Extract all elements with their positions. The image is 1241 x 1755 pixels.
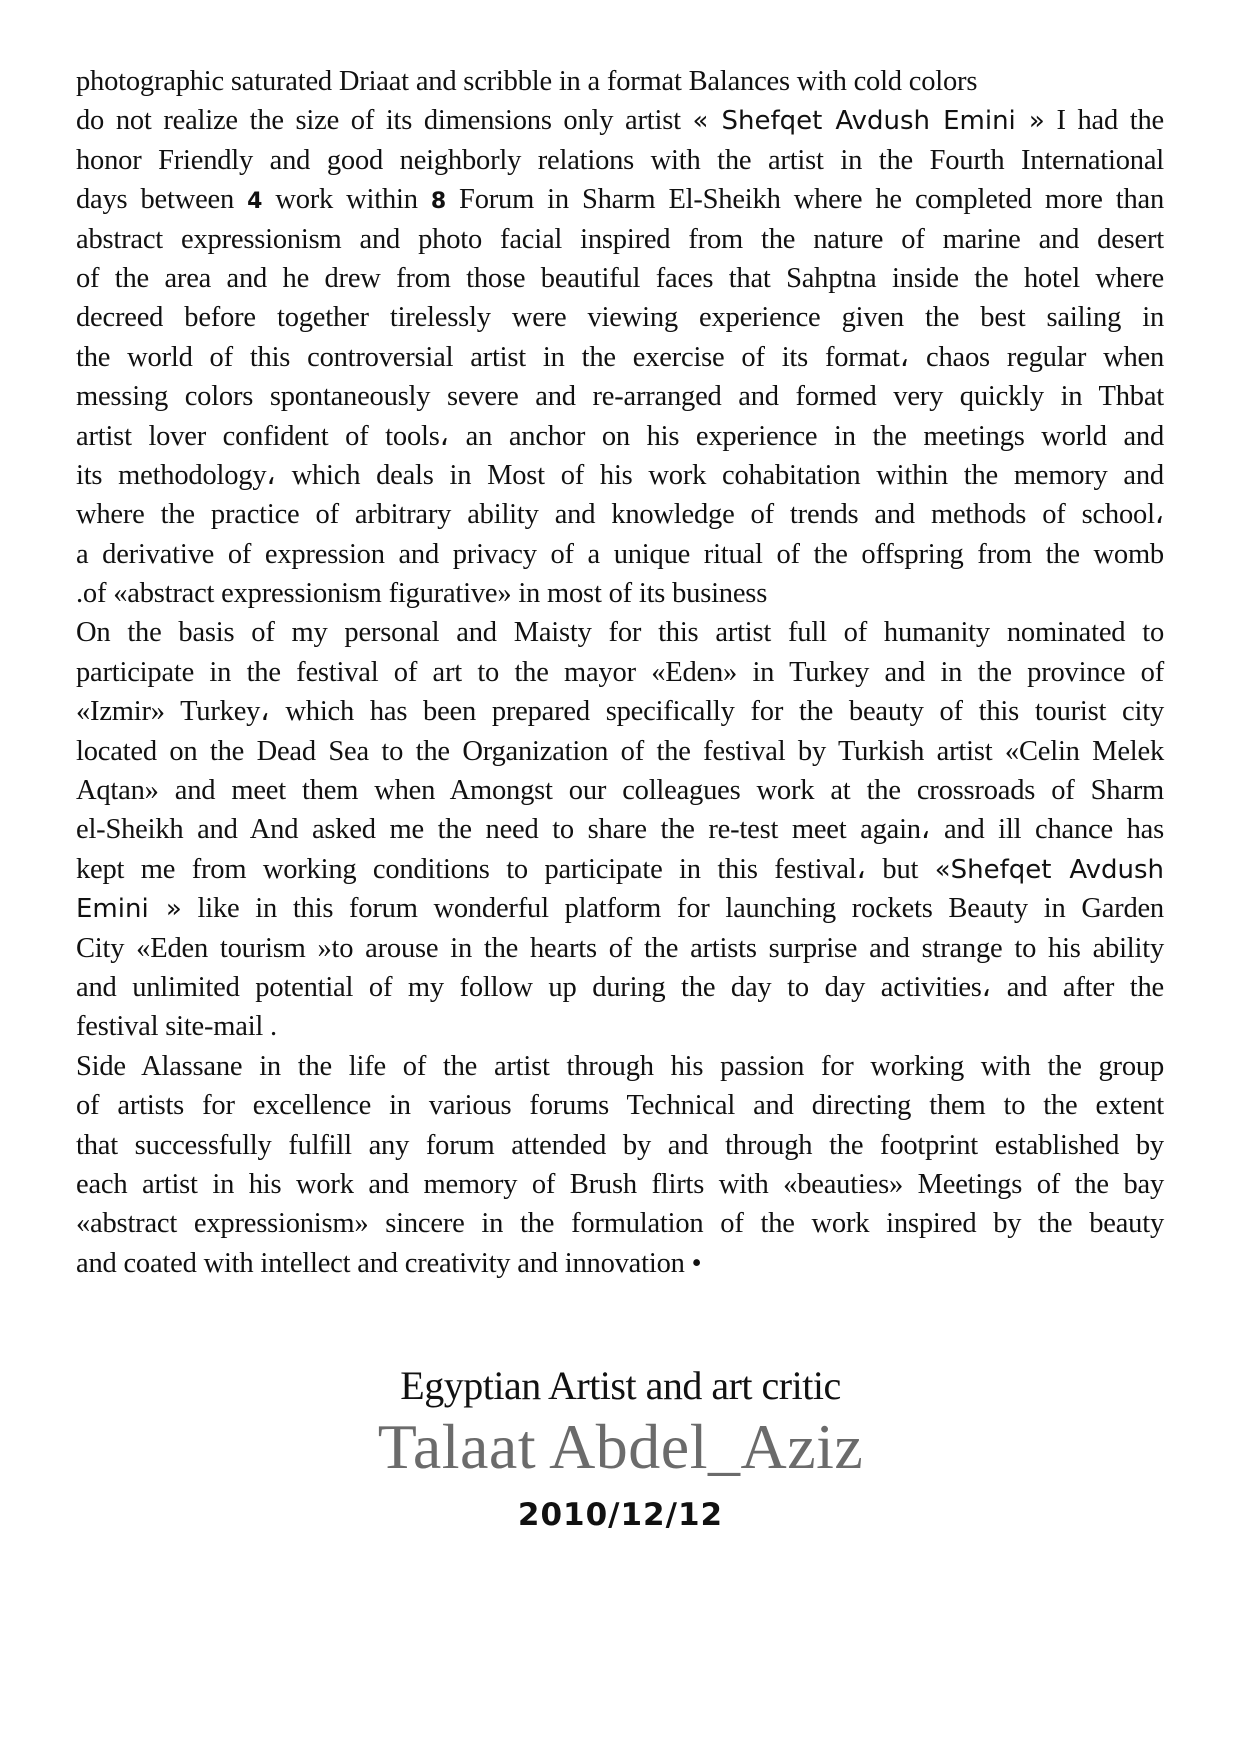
text-segment: days between — [76, 184, 248, 216]
text-segment: like in this forum wonderful platform for launching rockets Beauty in Garden — [181, 893, 1164, 925]
text-segment: Forum in Sharm El-Sheikh where he completed more than — [445, 184, 1165, 216]
text-line: decreed before together tirelessly were viewing experience given the best sailing in — [76, 302, 1164, 334]
text-line: «abstract expressionism» sincere in the formulation of the work inspired by the beauty — [76, 1208, 1164, 1240]
text-line: abstract expressionism and photo facial inspired from the nature of marine and desert — [76, 223, 1164, 255]
text-line: On the basis of my personal and Maisty for this artist full of humanity nominated to — [76, 617, 1164, 649]
text-line: participate in the festival of art to the mayor «Eden» in Turkey and in the province of — [76, 656, 1164, 688]
text-line: festival site-mail . — [76, 1011, 277, 1043]
text-segment: do not realize the size of its dimensions only artist — [76, 105, 693, 137]
bold-number: 4 — [247, 189, 263, 215]
paragraph — [76, 62, 1164, 613]
text-line: Aqtan» and meet them when Amongst our colleagues work at the crossroads of Sharm — [76, 775, 1164, 807]
text-line: el-Sheikh and And asked me the need to share the re-test meet again، and ill chance has — [76, 814, 1164, 846]
text-line: and unlimited potential of my follow up during the day to day activities، and after the — [76, 971, 1164, 1003]
artist-name: Emini » — [76, 894, 182, 925]
artist-name: « Shefqet Avdush Emini » — [692, 106, 1045, 137]
text-line: a derivative of expression and privacy of a unique ritual of the offspring from the womb — [76, 538, 1164, 570]
text-line: each artist in his work and memory of Brush flirts with «beauties» Meetings of the bay — [76, 1168, 1164, 1200]
text-line: where the practice of arbitrary ability and knowledge of trends and methods of school، — [76, 499, 1164, 531]
text-line: photographic saturated Driaat and scribble in a format Balances with cold colors — [76, 66, 978, 97]
paragraph — [76, 613, 1164, 1046]
text-line: .of «abstract expressionism figurative» in most of its business — [76, 578, 768, 610]
text-line: Side Alassane in the life of the artist through his passion for working with the group — [76, 1050, 1164, 1082]
text-line: City «Eden tourism »to arouse in the hearts of the artists surprise and strange to his ability — [76, 932, 1164, 964]
text-segment: work within — [262, 184, 431, 216]
text-line: messing colors spontaneously severe and re-arranged and formed very quickly in Thbat — [76, 381, 1164, 413]
text-line: artist lover confident of tools، an anchor on his experience in the meetings world and — [76, 420, 1164, 452]
text-line: of the area and he drew from those beautiful faces that Sahptna inside the hotel where — [76, 262, 1164, 294]
text-line: honor Friendly and good neighborly relations with the artist in the Fourth International — [76, 144, 1164, 176]
text-segment: kept me from working conditions to participate in this festival، but — [76, 853, 935, 885]
text-line — [76, 850, 1164, 889]
text-line: its methodology، which deals in Most of his work cohabitation within the memory and — [76, 459, 1164, 491]
signature-name: Talaat Abdel_Aziz — [377, 1411, 864, 1482]
article-body — [76, 62, 1164, 1283]
artist-name: «Shefqet Avdush — [934, 854, 1164, 885]
bold-number: 8 — [430, 189, 446, 215]
text-line: and coated with intellect and creativity and innovation • — [76, 1247, 702, 1279]
text-line — [76, 180, 1164, 219]
signature-date: 2010/12/12 — [517, 1497, 724, 1533]
text-line: located on the Dead Sea to the Organization of the festival by Turkish artist «Celin Melek — [76, 735, 1164, 767]
text-line — [76, 889, 1164, 928]
text-line: that successfully fulfill any forum attended by and through the footprint established by — [76, 1129, 1164, 1161]
text-line: of artists for excellence in various forums Technical and directing them to the extent — [76, 1090, 1164, 1122]
document-page — [76, 62, 1164, 1283]
text-line: the world of this controversial artist in the exercise of its format، chaos regular when — [76, 341, 1164, 373]
text-segment: I had the — [1044, 105, 1164, 137]
signature-role: Egyptian Artist and art critic — [400, 1363, 841, 1408]
text-line — [76, 101, 1164, 140]
paragraph — [76, 1047, 1164, 1283]
text-line: «Izmir» Turkey، which has been prepared specifically for the beauty of this tourist city — [76, 696, 1164, 728]
